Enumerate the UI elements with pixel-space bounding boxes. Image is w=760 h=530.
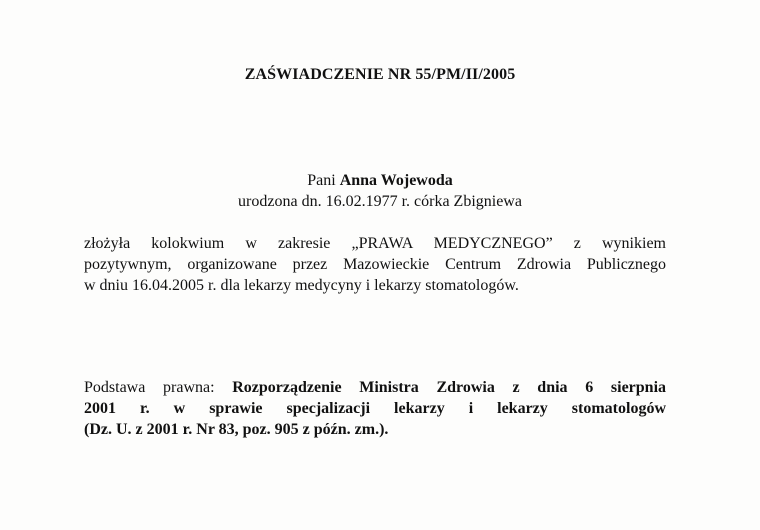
- recipient-salutation: Pani: [307, 172, 336, 189]
- legal-basis-label: Podstawa prawna:: [84, 379, 215, 396]
- statement-line: pozytywnym, organizowane przez Mazowieckie Centrum Zdrowia Publicznego: [84, 256, 666, 273]
- recipient-birth-line: urodzona dn. 16.02.1977 r. córka Zbigniewa: [238, 193, 522, 210]
- statement-paragraph: [84, 233, 666, 296]
- recipient-name: Anna Wojewoda: [339, 172, 453, 189]
- certificate-title: ZAŚWIADCZENIE NR 55/PM/II/2005: [244, 66, 516, 83]
- legal-basis-first-line: [84, 377, 666, 398]
- statement-line: w dniu 16.04.2005 r. dla lekarzy medycyny i lekarzy stomatologów.: [84, 277, 519, 294]
- legal-basis-line: 2001 r. w sprawie specjalizacji lekarzy i lekarzy stomatologów: [84, 400, 666, 417]
- legal-basis-paragraph: [84, 377, 666, 440]
- statement-line: złożyła kolokwium w zakresie „PRAWA MEDYCZNEGO” z wynikiem: [84, 235, 666, 252]
- recipient-name-line: [0, 170, 760, 191]
- legal-basis-text: Rozporządzenie Ministra Zdrowia z dnia 6 sierpnia: [232, 379, 667, 396]
- legal-basis-line: (Dz. U. z 2001 r. Nr 83, poz. 905 z późn. zm.).: [84, 421, 389, 438]
- recipient-block: [0, 170, 760, 212]
